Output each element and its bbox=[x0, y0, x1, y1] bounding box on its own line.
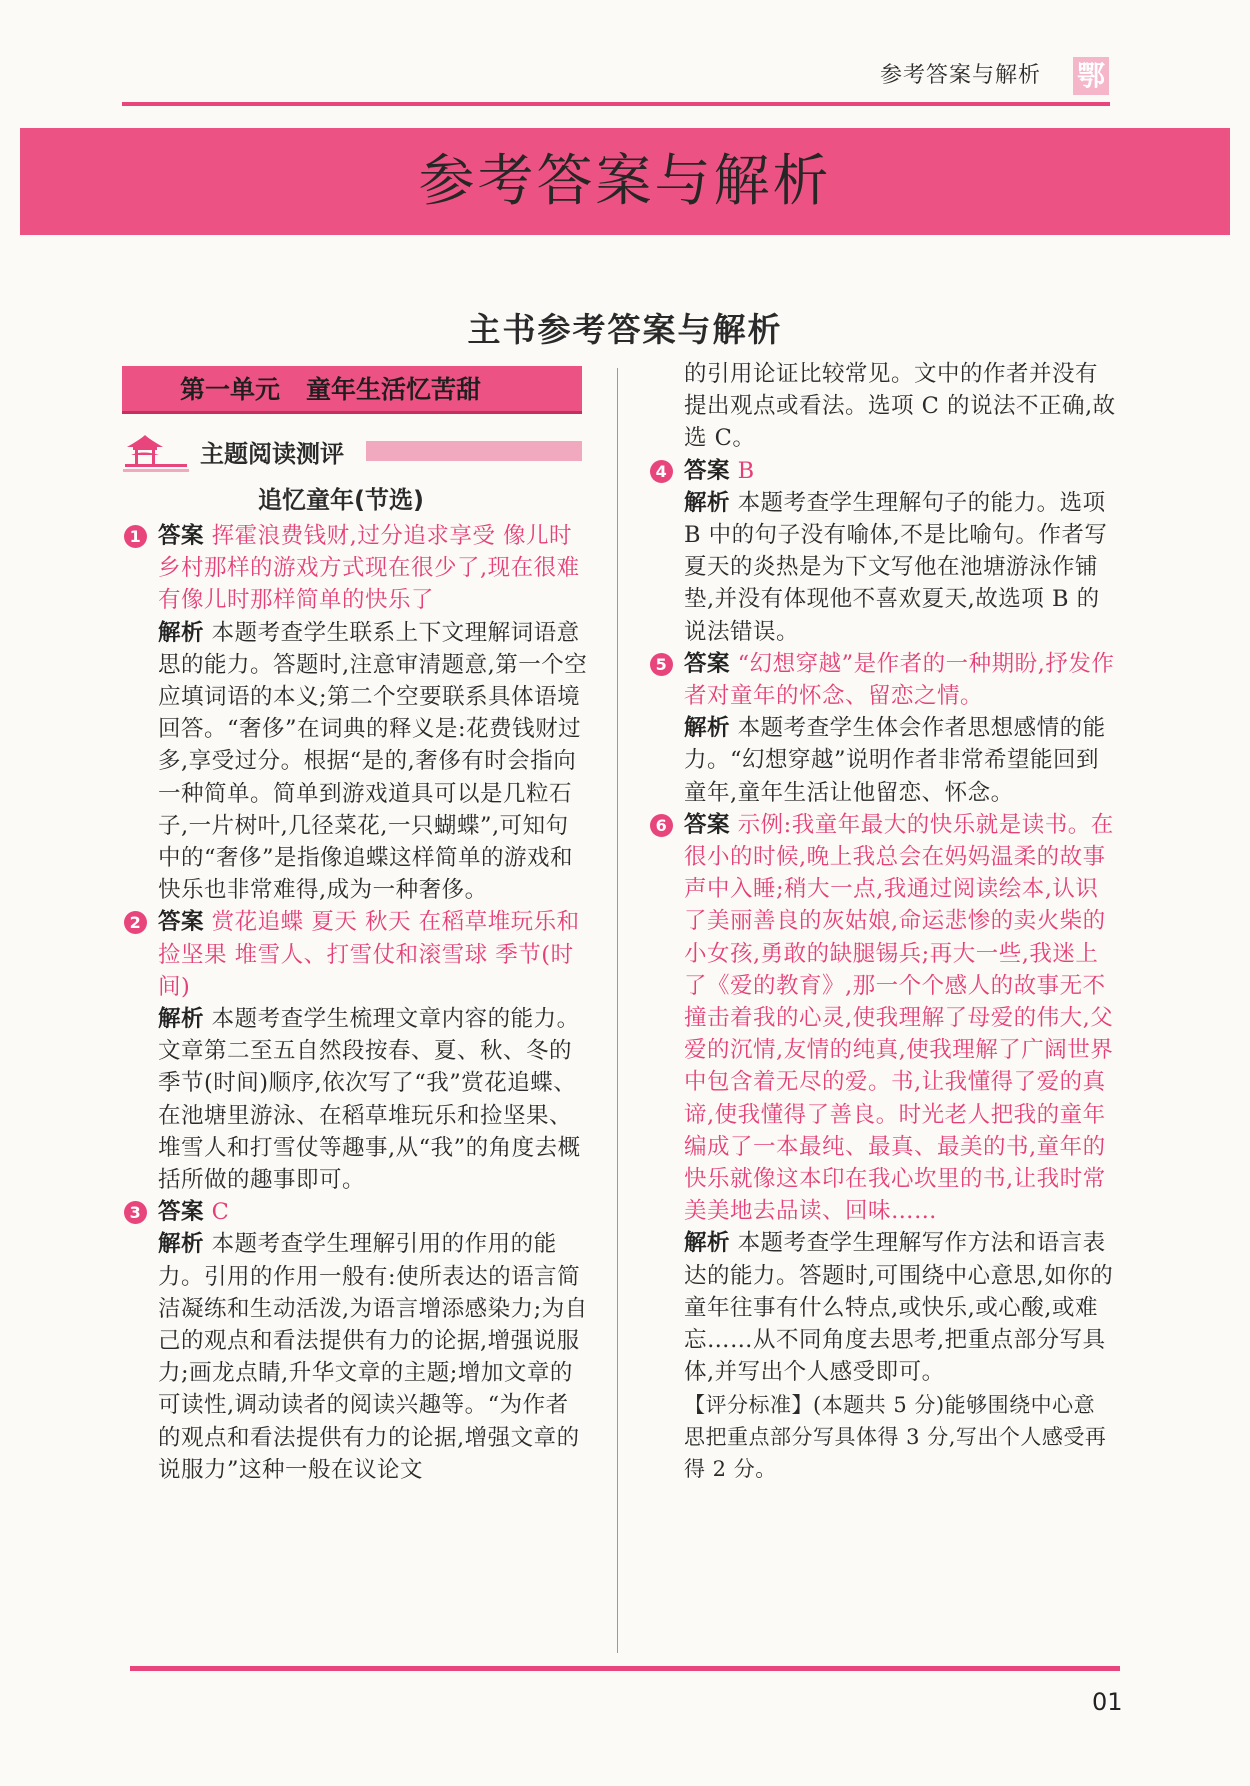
analysis-text: 本题考查学生理解写作方法和语言表达的能力。答题时,可围绕中心意思,如你的童年往事有什么特点,或快乐,或心酸,或难忘……从不同角度去思考,把重点部分写具体,并写出个人感受即可。 bbox=[684, 1230, 1114, 1386]
analysis-text: 本题考查学生理解句子的能力。选项 B 中的句子没有喻体,不是比喻句。作者写夏天的炎热是为下文写他在池塘游泳作铺垫,并没有体现他不喜欢夏天,故选项 B 的说法错误。 bbox=[684, 489, 1108, 645]
question-number: 5 bbox=[650, 653, 673, 676]
answer-text: 挥霍浪费钱财,过分追求享受 像儿时乡村那样的游戏方式现在很少了,现在很难有像儿时那样简单的快乐了 bbox=[158, 523, 580, 614]
running-title: 参考答案与解析 bbox=[880, 63, 1042, 88]
question-item bbox=[655, 809, 1116, 1485]
answer-label: 答案 bbox=[684, 811, 731, 838]
analysis-label: 解析 bbox=[158, 1006, 205, 1033]
question-item bbox=[129, 1196, 588, 1486]
question-item bbox=[129, 520, 588, 906]
section-label: 主题阅读测评 bbox=[200, 440, 344, 468]
analysis-label: 解析 bbox=[158, 619, 205, 646]
question-number: 1 bbox=[124, 525, 147, 548]
article-title: 追忆童年(节选) bbox=[258, 486, 424, 514]
analysis-label: 解析 bbox=[684, 489, 731, 516]
column-divider bbox=[617, 368, 618, 1653]
answer-label: 答案 bbox=[158, 1199, 205, 1226]
answer-text: B bbox=[737, 457, 755, 484]
question-number: 2 bbox=[124, 911, 147, 934]
answer-text: “幻想穿越”是作者的一种期盼,抒发作者对童年的怀念、留恋之情。 bbox=[684, 650, 1115, 710]
analysis-text: 本题考查学生体会作者思想感情的能力。“幻想穿越”说明作者非常希望能回到童年,童年生活让他留恋、怀念。 bbox=[684, 715, 1106, 806]
region-badge: 鄂 bbox=[1073, 57, 1109, 95]
unit-title: 童年生活忆苦甜 bbox=[306, 375, 482, 404]
section-bar bbox=[366, 441, 582, 461]
answer-label: 答案 bbox=[158, 523, 205, 549]
scoring-standard: 【评分标准】(本题共 5 分)能够围绕中心意思把重点部分写具体得 3 分,写出个人感受再得 2 分。 bbox=[684, 1392, 1107, 1481]
analysis-label: 解析 bbox=[684, 1230, 731, 1257]
question-number: 6 bbox=[650, 814, 673, 837]
analysis-text: 本题考查学生理解引用的作用的能力。引用的作用一般有:使所表达的语言简洁凝练和生动活泼,为语言增添感染力;为自己的观点和看法提供有力的论据,增强说服力;画龙点睛,升华文章的主题;增加文章的可读性,调动读者的阅读兴趣等。“为作者的观点和看法提供有力的论据,增强文章的说服力”这种一般在议论文 bbox=[158, 1231, 588, 1483]
main-title: 主书参考答案与解析 bbox=[467, 310, 783, 349]
pavilion-icon bbox=[123, 433, 189, 473]
header-rule bbox=[122, 102, 1110, 106]
answer-text: 示例:我童年最大的快乐就是读书。在很小的时候,晚上我总会在妈妈温柔的故事声中入睡;稍大一点,我通过阅读绘本,认识了美丽善良的灰姑娘,命运悲惨的卖火柴的小女孩,勇敢的缺腿锡兵;再大一些,我迷上了《爱的教育》,那一个个感人的故事无不撞击着我的心灵,使我理解了母爱的伟大,父爱的沉情,友情的纯真,使我理解了广阔世界中包含着无尽的爱。书,让我懂得了爱的真谛,使我懂得了善良。时光老人把我的童年编成了一本最纯、最真、最美的书,童年的快乐就像这本印在我心坎里的书,让我时常美美地去品读、回味…… bbox=[684, 811, 1114, 1225]
analysis-text: 本题考查学生梳理文章内容的能力。文章第二至五自然段按春、夏、秋、冬的季节(时间)顺序,依次写了“我”赏花追蝶、在池塘里游泳、在稻草堆玩乐和捡坚果、堆雪人和打雪仗等趣事,从“我”的角度去概括所做的趣事即可。 bbox=[158, 1006, 581, 1194]
unit-heading bbox=[122, 366, 582, 414]
analysis-continuation: 的引用论证比较常见。文中的作者并没有提出观点或看法。选项 C 的说法不正确,故选 C。 bbox=[684, 361, 1116, 452]
right-column bbox=[655, 358, 1116, 1485]
page-banner: 参考答案与解析 bbox=[20, 128, 1230, 235]
analysis-label: 解析 bbox=[684, 715, 731, 742]
analysis-text: 本题考查学生联系上下文理解词语意思的能力。答题时,注意审清题意,第一个空应填词语的本义;第二个空要联系具体语境回答。“奢侈”在词典的释义是:花费钱财过多,享受过分。根据“是的,奢侈有时会指向一种简单。简单到游戏道具可以是几粒石子,一片树叶,几径菜花,一只蝴蝶”,可知句中的“奢侈”是指像追蝶这样简单的游戏和快乐也非常难得,成为一种奢侈。 bbox=[158, 619, 588, 904]
answer-label: 答案 bbox=[684, 457, 731, 484]
answer-label: 答案 bbox=[684, 650, 731, 677]
page-number: 01 bbox=[1092, 1688, 1123, 1716]
footer-rule bbox=[130, 1666, 1120, 1671]
analysis-label: 解析 bbox=[158, 1231, 205, 1258]
question-number: 4 bbox=[650, 460, 673, 483]
unit-label: 第一单元 bbox=[180, 375, 281, 404]
question-item bbox=[655, 455, 1116, 648]
left-column bbox=[129, 520, 588, 1486]
answer-text: C bbox=[211, 1199, 230, 1226]
answer-text: 赏花追蝶 夏天 秋天 在稻草堆玩乐和捡坚果 堆雪人、打雪仗和滚雪球 季节(时间) bbox=[158, 909, 580, 1000]
question-item bbox=[655, 648, 1116, 809]
question-item bbox=[129, 906, 588, 1196]
question-number: 3 bbox=[124, 1201, 147, 1224]
answer-label: 答案 bbox=[158, 909, 205, 936]
